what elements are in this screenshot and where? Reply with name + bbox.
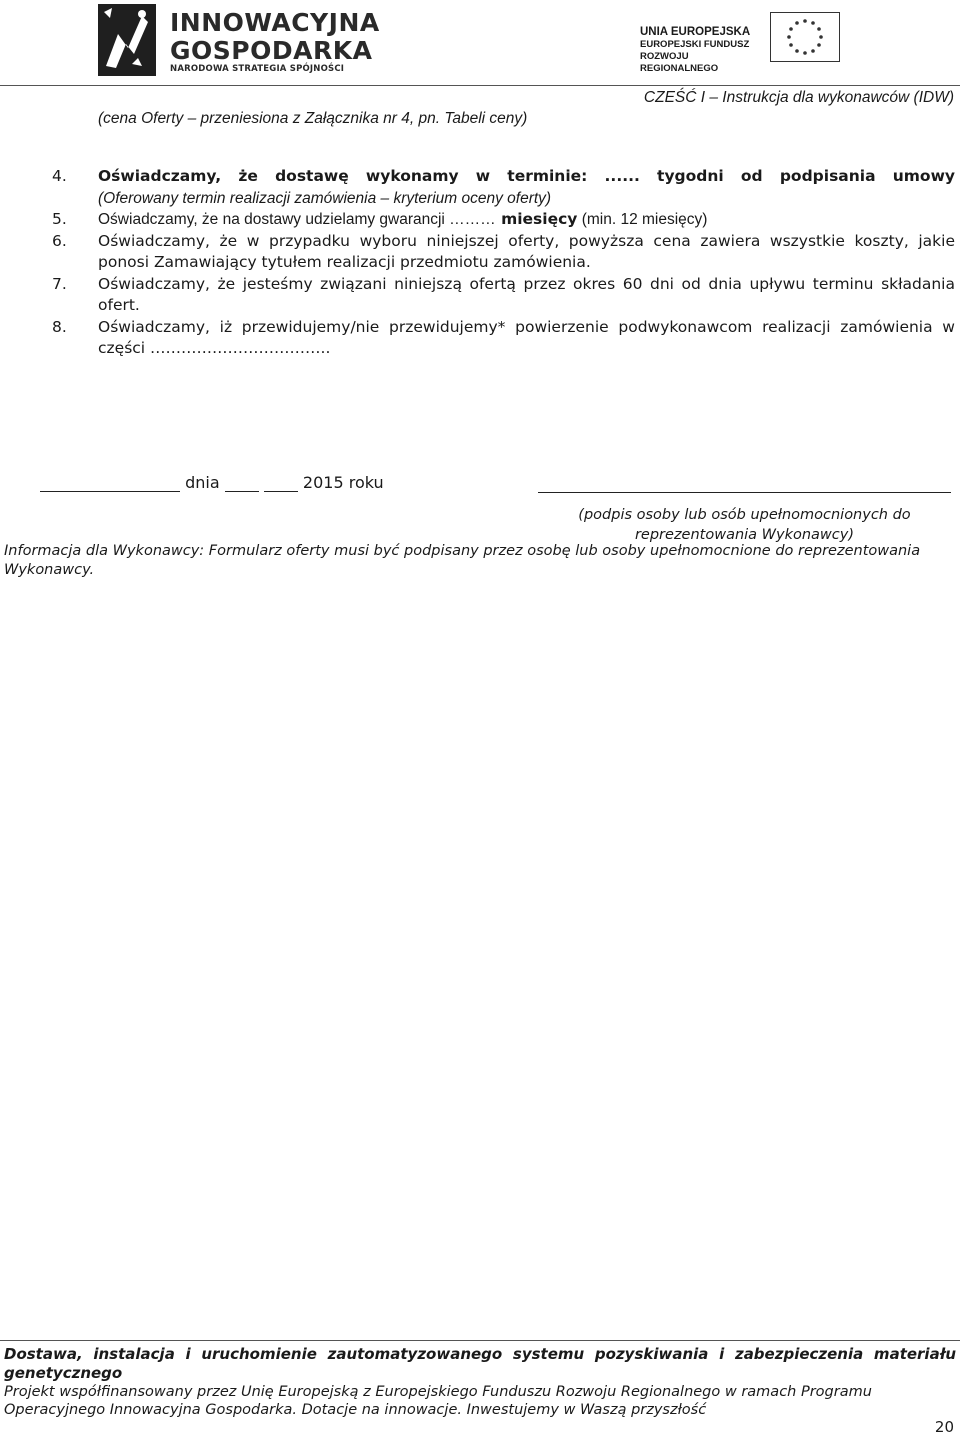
section-title: CZEŚĆ I – Instrukcja dla wykonawców (IDW) — [643, 89, 954, 106]
item-text: Oświadczamy, że jesteśmy związani niniejszą ofertą przez okres 60 dni od dnia upływu terminu składania ofert. — [98, 274, 955, 314]
item-number: 4. — [52, 167, 67, 185]
month-blank[interactable] — [264, 473, 298, 492]
footer-divider — [0, 1340, 960, 1341]
list-item — [52, 231, 955, 274]
declarations-list — [52, 166, 955, 360]
item-text-italic: (Oferowany termin realizacji zamówienia – kryterium oceny oferty) — [98, 189, 552, 207]
item-number: 6. — [52, 231, 67, 250]
innowacyjna-gospodarka-emblem-icon — [98, 4, 156, 76]
price-note: (cena Oferty – przeniesiona z Załącznika nr 4, pn. Tabeli ceny) — [98, 110, 528, 127]
contractor-info: Informacja dla Wykonawcy: Formularz oferty musi być podpisany przez osobę lub osoby upełnomocnione do reprezentowania Wykonawcy. — [4, 543, 921, 578]
date-line — [40, 473, 384, 492]
item-number: 8. — [52, 317, 67, 336]
list-item — [52, 274, 955, 317]
eu-flag-icon — [770, 12, 840, 62]
list-item — [52, 209, 955, 231]
eu-logo-line1: UNIA EUROPEJSKA — [640, 26, 751, 38]
eu-logo-text — [640, 26, 758, 75]
year-label: 2015 roku — [302, 473, 384, 492]
item-text: (min. 12 miesięcy) — [577, 211, 708, 228]
logo-text-line3: NARODOWA STRATEGIA SPÓJNOŚCI — [170, 64, 345, 74]
logo-text-line2: GOSPODARKA — [170, 36, 373, 65]
item-number: 5. — [52, 210, 67, 228]
signature-caption: (podpis osoby lub osób upełnomocnionych do reprezentowania Wykonawcy) — [578, 507, 911, 543]
list-item — [52, 317, 955, 360]
signature-line[interactable] — [538, 492, 951, 493]
footer-title: Dostawa, instalacja i uruchomienie zautomatyzowanego systemu pozyskiwania i zabezpieczenia materiału genetycznego — [4, 1345, 956, 1382]
page-number: 20 — [934, 1418, 954, 1436]
item-text: Oświadczamy, że w przypadku wyboru niniejszej oferty, powyższa cena zawiera wszystkie koszty, jakie ponosi Zamawiający tytułem realizacji przedmiotu zamówienia. — [98, 231, 955, 271]
item-text: Oświadczamy, że na dostawy udzielamy gwarancji ……… — [98, 211, 496, 228]
footer-project: Projekt współfinansowany przez Unię Europejską z Europejskiego Funduszu Rozwoju Regionalnego w ramach Programu Operacyjnego Innowacyjna Gospodarka. Dotacje na innowacje. Inwestujemy w Waszą przyszłość — [4, 1384, 872, 1418]
item-number: 7. — [52, 274, 67, 293]
eu-logo-line3: ROZWOJU REGIONALNEGO — [640, 51, 719, 74]
dnia-label: dnia — [185, 473, 220, 492]
item-text-bold: miesięcy — [495, 210, 578, 228]
list-item — [52, 166, 955, 209]
eu-logo-line2: EUROPEJSKI FUNDUSZ — [640, 39, 750, 50]
header-divider — [0, 85, 960, 86]
logo-text-line1: INNOWACYJNA — [170, 8, 380, 37]
place-blank[interactable] — [40, 473, 180, 492]
innowacyjna-gospodarka-logo — [98, 4, 380, 76]
item-text-bold: Oświadczamy, że dostawę wykonamy w terminie: ...... tygodni od podpisania umowy — [98, 167, 955, 185]
item-text: Oświadczamy, iż przewidujemy/nie przewidujemy* powierzenie podwykonawcom realizacji zamówienia w części …………………………….. — [98, 317, 955, 357]
day-blank[interactable] — [225, 473, 259, 492]
